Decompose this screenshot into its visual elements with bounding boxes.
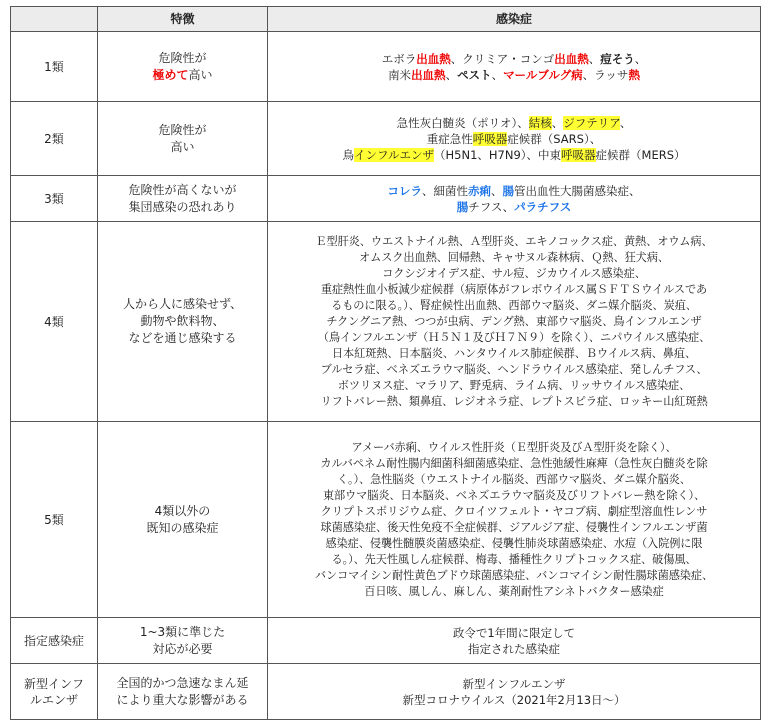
disease-line [274,115,754,131]
disease-text: （H5N1、H7N9）、中東 [434,147,562,162]
disease-line [274,147,754,163]
table-row [11,618,761,664]
feature-line [104,50,261,67]
disease-text: 、 [588,51,601,66]
disease-text: 、クリミア・コンゴ [450,51,555,66]
disease-line [274,346,754,362]
feature-text: 全国的かつ急速なまん延 [116,675,249,690]
feature-line [104,313,261,330]
class-cell: 5類 [11,422,98,618]
table-row [11,176,761,222]
disease-text: 呼吸器 [561,147,596,162]
feature-text: 既知の感染症 [146,520,219,535]
feature-cell [98,618,268,664]
feature-text: 危険性が高くないが [128,182,237,197]
infectious-disease-table [10,6,761,720]
disease-text: 急性灰白髄炎（ポリオ）、 [396,115,529,130]
disease-line [274,250,754,266]
feature-line [104,520,261,537]
disease-line [274,440,754,456]
class-cell: 2類 [11,102,98,176]
disease-text: るものに限る。）、腎症候性出血熱、西部ウマ脳炎、ダニ媒介脳炎、炭疽、 [331,298,697,312]
disease-text: コクシジオイデス症、サル痘、ジカウイルス感染症、 [382,266,646,280]
disease-text: 症候群（MERS） [595,147,686,162]
disease-text: オムスク出血熱、回帰熱、キャサヌル森林病、Ｑ熱、狂犬病、 [359,250,669,264]
disease-text: 、 [551,115,564,130]
disease-text: ブルセラ症、ベネズエラウマ脳炎、ヘンドラウイルス感染症、発しんチフス、 [320,362,708,376]
disease-text: 管出血性大腸菌感染症、 [514,183,641,198]
disease-line [274,266,754,282]
disease-text: ジフテリア [563,115,620,130]
disease-text: 感染症、侵襲性髄膜炎菌感染症、侵襲性肺炎球菌感染症、水痘（入院例に限 [325,536,703,550]
disease-text: マールブルグ病 [503,67,583,82]
disease-text: エボラ [381,51,417,66]
disease-line [274,552,754,568]
disease-text: ボツリヌス症、マラリア、野兎病、ライム病、リッサウイルス感染症、 [337,378,691,392]
disease-text: く。）、急性脳炎（ウエストナイル脳炎、西部ウマ脳炎、ダニ媒介脳炎、 [337,472,691,486]
feature-cell [98,176,268,222]
header-disease: 感染症 [268,7,761,32]
disease-line [274,641,754,657]
disease-text: 出血熱 [416,51,451,66]
class-label-line: ルエンザ [29,692,78,707]
class-label-line: 新型インフ [23,676,84,691]
feature-text: 危険性が [158,122,207,137]
disease-line [274,199,754,215]
feature-cell [98,222,268,422]
class-cell: 指定感染症 [11,618,98,664]
feature-line [104,503,261,520]
disease-line [274,456,754,472]
disease-text: 政令で1年間に限定して [452,625,576,640]
feature-line [104,296,261,313]
disease-text: 南米 [388,67,412,82]
disease-text: チフス、 [468,199,515,214]
feature-line [104,675,261,692]
disease-line [274,330,754,346]
disease-text: アメーバ赤痢、ウイルス性肝炎（Ｅ型肝炎及びＡ型肝炎を除く）、 [351,440,677,454]
class-cell [11,664,98,720]
disease-cell [268,32,761,102]
disease-line [274,676,754,692]
disease-line [274,183,754,199]
table-row [11,32,761,102]
disease-cell [268,618,761,664]
disease-text: 痘そう [600,51,635,66]
disease-text: 結核 [528,115,552,130]
disease-text: 赤痢 [468,183,491,198]
feature-cell [98,32,268,102]
disease-text: 、細菌性 [422,183,468,198]
disease-text: 、 [619,115,632,130]
disease-line [274,234,754,250]
feature-text: 人から人に感染せず、 [122,297,243,311]
feature-line [104,67,261,84]
disease-cell [268,664,761,720]
feature-text: などを通じ感染する [128,331,237,345]
disease-text: 新型コロナウイルス（2021年2月13日～） [402,692,626,707]
disease-line [274,67,754,83]
disease-line [274,282,754,298]
disease-line [274,584,754,600]
class-cell: 3類 [11,176,98,222]
feature-line [104,122,261,139]
disease-text: 腸 [456,199,469,214]
disease-text: 出血熱 [411,67,446,82]
disease-line [274,362,754,378]
disease-cell [268,176,761,222]
disease-text: 、 [634,51,647,66]
disease-text: 重症熱性血小板減少症候群（病原体がフレボウイルス属ＳＦＴＳウイルスであ [320,282,708,296]
disease-text: パラチフス [514,199,572,214]
disease-text: 百日咳、風しん、麻しん、薬剤耐性アシネトバクター感染症 [364,584,664,598]
disease-text: チクングニア熱、つつが虫病、デング熱、東部ウマ脳炎、鳥インフルエンザ [326,314,702,328]
disease-text: 、 [445,67,458,82]
disease-line [274,131,754,147]
disease-text: 、ラッサ [582,67,629,82]
disease-text: クリプトスポリジウム症、クロイツフェルト・ヤコブ病、劇症型溶血性レンサ [320,504,708,518]
feature-cell [98,422,268,618]
feature-text: 高い [188,67,213,82]
disease-text: リフトバレー熱、類鼻疽、レジオネラ症、レプトスピラ症、ロッキー山紅斑熱 [320,394,708,408]
disease-line [274,625,754,641]
disease-text: 腸 [502,183,514,198]
disease-line [274,394,754,410]
feature-cell [98,102,268,176]
disease-text: 鳥 [342,147,354,162]
disease-text: カルバペネム耐性腸内細菌科細菌感染症、急性弛緩性麻痺（急性灰白髄炎を除 [320,456,708,470]
feature-text: 1~3類に準じた [139,624,226,639]
disease-text: 、 [491,183,503,198]
disease-text: 指定された感染症 [468,641,560,656]
disease-line [274,472,754,488]
disease-line [274,298,754,314]
disease-text: 出血熱 [554,51,589,66]
feature-line [104,199,261,216]
class-cell: 1類 [11,32,98,102]
table-row [11,222,761,422]
feature-text: 極めて [152,67,189,82]
disease-text: ペスト [457,67,492,82]
disease-text: 熱 [628,67,640,82]
disease-line [274,488,754,504]
feature-text: により重大な影響がある [116,692,249,707]
feature-text: 4類以外の [154,503,211,518]
feature-cell [98,664,268,720]
disease-cell [268,222,761,422]
feature-line [104,641,261,658]
disease-text: 重症急性 [426,131,473,146]
disease-text: 東部ウマ脳炎、日本脳炎、ベネズエラウマ脳炎及びリフトバレー熱を除く）、 [322,488,706,502]
disease-text: る。）、先天性風しん症候群、梅毒、播種性クリプトコックス症、破傷風、 [331,552,697,566]
disease-line [274,314,754,330]
feature-line [104,139,261,156]
disease-text: 呼吸器 [472,131,508,146]
feature-text: 対応が必要 [152,641,213,656]
feature-text: 集団感染の恐れあり [128,199,237,214]
disease-text: インフルエンザ [353,147,435,162]
feature-text: 危険性が [158,50,207,65]
disease-text: Ｅ型肝炎、ウエストナイル熱、Ａ型肝炎、エキノコックス症、黄熱、オウム病、 [315,234,713,248]
table-row [11,102,761,176]
disease-text: 球菌感染症、後天性免疫不全症候群、ジアルジア症、侵襲性インフルエンザ菌 [320,520,708,534]
disease-line [274,568,754,584]
header-corner [11,7,98,32]
header-row [11,7,761,32]
disease-text: （鳥インフルエンザ（Ｈ５Ｎ１及びＨ７Ｎ９）を除く）、ニパウイルス感染症、 [317,330,711,344]
disease-text: 日本紅斑熱、日本脳炎、ハンタウイルス肺症候群、Ｂウイルス病、鼻疽、 [331,346,697,360]
header-feature: 特徴 [98,7,268,32]
feature-text: 高い [170,139,195,154]
feature-line [104,624,261,641]
feature-line [104,692,261,709]
disease-cell [268,422,761,618]
disease-line [274,51,754,67]
feature-text: 動物や飲料物、 [140,314,225,328]
feature-line [104,330,261,347]
table-row [11,664,761,720]
disease-line [274,536,754,552]
disease-text: コレラ [387,183,422,198]
disease-text: 新型インフルエンザ [462,676,566,691]
class-cell: 4類 [11,222,98,422]
disease-text: 症候群（SARS）、 [507,131,602,146]
disease-text: バンコマイシン耐性黄色ブドウ球菌感染症、バンコマイシン耐性腸球菌感染症、 [314,568,714,582]
disease-line [274,504,754,520]
disease-line [274,378,754,394]
feature-line [104,182,261,199]
disease-text: 、 [491,67,504,82]
disease-cell [268,102,761,176]
disease-line [274,520,754,536]
table-row [11,422,761,618]
